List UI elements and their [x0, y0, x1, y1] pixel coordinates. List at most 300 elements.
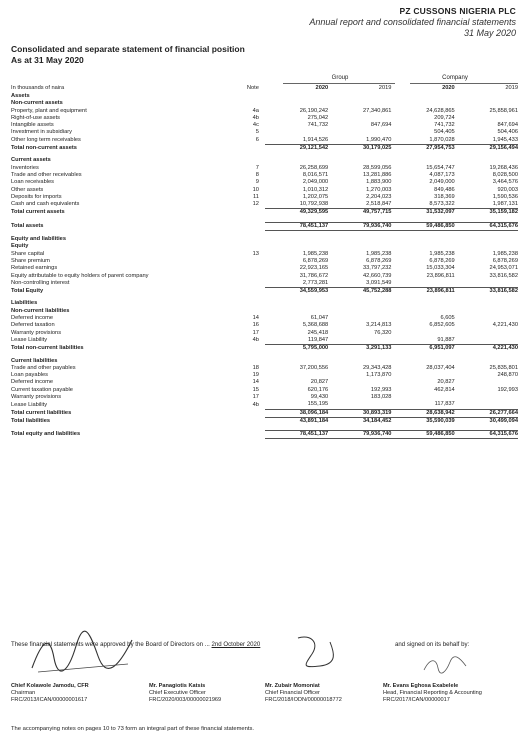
approval-statement: These financial statements were approved by the Board of Directors on ... 2nd October 2020 and signed on its behalf by: [11, 641, 470, 648]
amount-cell: 28,638,942 [391, 409, 454, 417]
statement-row [11, 409, 518, 417]
line-item-label: Investment in subsidiary [11, 129, 73, 136]
line-item-label: Intangible assets [11, 122, 54, 129]
line-item-label: Non-current liabilities [11, 307, 70, 314]
amount-cell [328, 300, 391, 307]
note-ref [218, 222, 265, 230]
chairman-signature-image [28, 628, 138, 678]
note-ref: 16 [252, 322, 259, 329]
amount-cell: 6,878,269 [302, 257, 329, 264]
signer-cfo [265, 683, 342, 704]
amount-cell: 15,033,304 [426, 265, 455, 272]
amount-cell [265, 243, 328, 250]
line-item-label: Non-current assets [11, 100, 63, 107]
amount-cell: 2,049,000 [302, 179, 329, 186]
statement-row [11, 100, 518, 107]
amount-cell [328, 236, 391, 243]
signer-title: Head, Financial Reporting & Accounting [383, 690, 482, 696]
amount-cell: 29,121,542 [265, 145, 328, 153]
amount-cell [455, 358, 518, 365]
amount-cell: 19,268,436 [489, 164, 518, 171]
amount-cell: 45,752,288 [328, 288, 391, 296]
amount-cell: 248,870 [497, 372, 518, 379]
amount-cell: 1,987,131 [492, 201, 518, 208]
approval-date: 2nd October 2020 [211, 641, 261, 648]
note-ref [218, 243, 265, 250]
report-title: Annual report and consolidated financial statements [309, 17, 516, 27]
signer-name: Chief Kolawole Jamodu, CFR [11, 683, 89, 689]
amount-cell: 1,985,238 [429, 250, 455, 257]
amount-cell: 5,795,000 [265, 345, 328, 353]
statement-row [11, 172, 518, 179]
statement-row [11, 431, 518, 439]
group-column-label: Group [331, 75, 349, 81]
amount-cell: 27,340,861 [362, 107, 392, 114]
statement-row [11, 129, 518, 136]
amount-cell: 29,343,428 [362, 364, 392, 371]
amount-cell: 741,732 [307, 122, 329, 129]
signer-frc: FRC/2013/ICAN/00000001617 [11, 697, 88, 703]
amount-cell: 3,464,576 [492, 179, 518, 186]
line-item-label: Loan payables [11, 372, 48, 379]
note-ref: 4c [252, 122, 259, 129]
note-ref [218, 273, 265, 280]
statement-row [11, 243, 518, 250]
signer-title: Chief Executive Officer [149, 690, 206, 696]
note-ref: 14 [252, 315, 259, 322]
note-ref: 4b [252, 114, 259, 121]
line-item-label: Deferred taxation [11, 322, 55, 329]
amount-cell [455, 100, 518, 107]
amount-cell: 22,923,165 [299, 265, 329, 272]
amount-cell: 155,195 [307, 401, 329, 408]
amount-cell [265, 300, 328, 307]
amount-cell: 42,660,739 [362, 272, 392, 279]
amount-cell: 1,202,075 [302, 193, 329, 200]
amount-cell [455, 300, 518, 307]
note-ref [218, 157, 265, 164]
statement-row [11, 345, 518, 353]
amount-cell: 6,878,269 [366, 257, 392, 264]
note-ref: 11 [253, 193, 259, 200]
line-item-label: Inventories [11, 164, 39, 171]
note-ref: 7 [255, 164, 259, 171]
statement-row [11, 401, 518, 409]
amount-cell: 1,945,433 [492, 136, 518, 143]
statement-row [11, 322, 518, 329]
note-ref [218, 265, 265, 272]
line-item-label: Warranty provisions [11, 329, 62, 336]
note-ref: 4a [252, 107, 259, 114]
amount-cell [265, 372, 328, 379]
note-header: Note [246, 84, 259, 91]
amount-cell: 28,599,056 [362, 164, 392, 171]
amount-cell [455, 115, 518, 122]
amount-cell [455, 280, 518, 288]
note-ref [218, 431, 265, 439]
footer-note: The accompanying notes on pages 10 to 73 form an integral part of these financial statements. [11, 726, 254, 732]
statement-row [11, 365, 518, 372]
amount-cell: 64,315,676 [455, 222, 518, 230]
amount-cell: 183,028 [370, 393, 392, 400]
amount-cell [328, 379, 391, 386]
amount-cell [391, 236, 454, 243]
amount-cell: 29,156,494 [455, 145, 518, 153]
line-item-label: Trade and other receivables [11, 171, 82, 178]
line-item-label: Current liabilities [11, 357, 58, 364]
statement-row [11, 187, 518, 194]
amount-cell: 31,786,672 [299, 272, 329, 279]
signer-name: Mr. Evans Eghosa Exabelele [383, 683, 459, 689]
financial-position-table [11, 84, 518, 439]
statement-row [11, 300, 518, 307]
amount-cell: 13,281,886 [362, 171, 392, 178]
amount-cell: 4,087,173 [429, 171, 455, 178]
amount-cell: 10,792,938 [299, 201, 329, 208]
amount-cell: 59,486,850 [391, 222, 454, 230]
statement-row [11, 157, 518, 164]
statement-row [11, 122, 518, 129]
line-item-label: Deferred income [11, 315, 54, 322]
report-header [309, 6, 516, 39]
amount-cell: 1,914,526 [302, 136, 329, 143]
line-item-label: Equity [11, 243, 29, 250]
amount-cell: 33,816,582 [455, 288, 518, 296]
amount-cell: 6,951,097 [391, 345, 454, 353]
amount-cell: 741,732 [434, 122, 455, 129]
amount-cell: 49,757,715 [328, 209, 391, 217]
amount-cell: 24,628,865 [426, 107, 455, 114]
amount-cell: 920,003 [497, 186, 518, 193]
report-date: 31 May 2020 [463, 28, 516, 38]
column-header-row [11, 84, 518, 93]
amount-cell [455, 93, 518, 100]
amount-cell: 23,896,811 [426, 272, 455, 279]
note-ref: 13 [252, 250, 259, 257]
amount-cell [391, 243, 454, 250]
note-ref [218, 358, 265, 365]
amount-cell: 31,532,097 [391, 209, 454, 217]
amount-cell [391, 157, 454, 164]
company-name: PZ CUSSONS NIGERIA PLC [399, 6, 516, 16]
amount-cell: 620,176 [307, 386, 329, 393]
amount-cell: 64,315,676 [455, 431, 518, 439]
amount-cell [391, 300, 454, 307]
amount-cell [455, 394, 518, 401]
amount-cell: 20,827 [437, 379, 455, 386]
amount-cell: 34,559,953 [265, 288, 328, 296]
amount-cell: 1,010,312 [302, 186, 329, 193]
amount-cell [455, 401, 518, 409]
note-ref: 5 [255, 129, 259, 136]
amount-cell [328, 337, 391, 345]
amount-cell: 61,047 [310, 315, 329, 322]
statement-row [11, 280, 518, 288]
signer-chairman [11, 683, 89, 704]
amount-cell [328, 157, 391, 164]
amount-cell: 8,016,571 [302, 171, 329, 178]
amount-cell: 5,368,688 [302, 322, 329, 329]
amount-cell: 209,724 [434, 114, 455, 121]
amount-cell: 3,214,813 [366, 322, 392, 329]
line-item-label: Total non-current assets [11, 144, 77, 151]
amount-cell [391, 330, 454, 337]
amount-cell [328, 129, 391, 136]
amount-cell [391, 93, 454, 100]
statement-row [11, 115, 518, 122]
amount-cell: 79,936,740 [328, 431, 391, 439]
amount-cell: 1,990,470 [366, 136, 392, 143]
amount-cell: 318,369 [434, 193, 455, 200]
amount-cell: 91,887 [437, 336, 455, 343]
amount-cell [455, 330, 518, 337]
statement-row [11, 137, 518, 145]
note-ref: 14 [252, 379, 259, 386]
statement-row [11, 165, 518, 172]
amount-cell [455, 379, 518, 386]
note-ref [218, 209, 265, 217]
note-ref: 4b [252, 401, 259, 408]
amount-cell: 1,590,536 [492, 193, 518, 200]
statement-row [11, 251, 518, 258]
amount-cell: 6,605 [440, 315, 455, 322]
statement-title: Consolidated and separate statement of financial position [11, 44, 245, 54]
note-ref: 19 [252, 372, 259, 379]
amount-cell [391, 372, 454, 379]
statement-row [11, 108, 518, 115]
note-ref [218, 258, 265, 265]
statement-row [11, 358, 518, 365]
units-label: In thousands of naira [11, 84, 65, 91]
statement-row [11, 379, 518, 386]
amount-cell: 78,451,137 [265, 431, 328, 439]
amount-cell: 1,883,900 [366, 179, 392, 186]
amount-cell: 1,985,238 [366, 250, 392, 257]
amount-cell: 1,985,238 [492, 250, 518, 257]
statement-row [11, 288, 518, 296]
approval-text: These financial statements were approved by the Board of Directors on [11, 641, 204, 648]
statement-row [11, 273, 518, 280]
note-ref: 9 [255, 179, 259, 186]
amount-cell: 3,291,133 [328, 345, 391, 353]
amount-cell: 117,837 [434, 401, 455, 408]
amount-cell [265, 236, 328, 243]
line-item-label: Warranty provisions [11, 393, 62, 400]
amount-cell [265, 100, 328, 107]
note-ref: 18 [252, 364, 259, 371]
line-item-label: Liabilities [11, 300, 38, 307]
amount-cell: 38,096,184 [265, 409, 328, 417]
amount-cell: 1,985,238 [302, 250, 329, 257]
note-ref: 8 [255, 171, 259, 178]
amount-cell [328, 315, 391, 322]
amount-cell: 20,827 [310, 379, 329, 386]
amount-cell: 119,847 [308, 336, 329, 343]
amount-cell [455, 337, 518, 345]
amount-cell: 6,852,605 [429, 322, 455, 329]
statement-row [11, 330, 518, 337]
signer-name: Mr. Panagiotis Katsis [149, 683, 206, 689]
amount-cell [328, 308, 391, 315]
line-item-label: Assets [11, 93, 30, 99]
amount-cell: 2,773,281 [302, 279, 329, 286]
signer-frc: FRC/2017/ICAN/00000017 [383, 697, 450, 703]
line-item-label: Trade and other payables [11, 364, 76, 371]
statement-row [11, 93, 518, 100]
amount-cell [265, 358, 328, 365]
note-ref [218, 345, 265, 353]
line-item-label: Total liabilities [11, 417, 51, 424]
amount-cell: 2,204,023 [366, 193, 392, 200]
amount-cell [328, 93, 391, 100]
amount-cell: 4,221,430 [455, 345, 518, 353]
line-item-label: Equity attributable to equity holders of parent company [11, 272, 149, 279]
amount-cell [391, 394, 454, 401]
signer-ceo [149, 683, 221, 704]
amount-cell: 30,179,025 [328, 145, 391, 153]
amount-cell: 99,430 [310, 393, 329, 400]
amount-cell [391, 358, 454, 365]
statement-row [11, 315, 518, 322]
amount-cell: 79,936,740 [328, 222, 391, 230]
amount-cell: 49,329,595 [265, 209, 328, 217]
statement-row [11, 308, 518, 315]
amount-cell: 27,954,753 [391, 145, 454, 153]
amount-cell: 504,406 [497, 129, 518, 136]
amount-cell [265, 308, 328, 315]
statement-row [11, 417, 518, 425]
note-ref [218, 100, 265, 107]
amount-cell: 37,200,556 [299, 364, 329, 371]
statement-row [11, 236, 518, 243]
amount-cell [391, 280, 454, 288]
statement-row [11, 201, 518, 209]
amount-cell: 6,878,269 [492, 257, 518, 264]
amount-cell: 1,173,870 [366, 372, 392, 379]
note-ref: 6 [255, 137, 259, 144]
statement-row [11, 194, 518, 201]
note-ref: 17 [252, 393, 259, 400]
amount-cell: 245,418 [307, 329, 329, 336]
statement-row [11, 209, 518, 217]
amount-cell: 847,694 [370, 122, 392, 129]
line-item-label: Equity and liabilities [11, 236, 66, 243]
statement-row [11, 372, 518, 379]
note-ref [218, 280, 265, 288]
line-item-label: Current assets [11, 157, 51, 164]
amount-cell: 26,190,242 [299, 107, 329, 114]
line-item-label: Loan receivables [11, 179, 55, 186]
amount-cell: 28,037,404 [426, 364, 455, 371]
statement-row [11, 337, 518, 345]
amount-cell: 275,042 [307, 114, 329, 121]
line-item-label: Right-of-use assets [11, 114, 60, 121]
amount-cell [328, 401, 391, 409]
note-ref [218, 145, 265, 153]
note-ref: 10 [252, 186, 259, 193]
amount-cell: 8,028,500 [492, 171, 518, 178]
head-reporting-signature-image [420, 652, 470, 678]
amount-cell: 33,816,582 [489, 272, 518, 279]
amount-cell: 24,953,071 [489, 265, 518, 272]
note-ref [218, 300, 265, 307]
amount-cell [391, 308, 454, 315]
line-item-label: Deferred income [11, 379, 54, 386]
amount-cell [455, 236, 518, 243]
statement-row [11, 258, 518, 265]
amount-cell: 30,893,319 [328, 409, 391, 417]
amount-cell: 59,486,850 [391, 431, 454, 439]
note-ref: 4b [252, 337, 259, 344]
line-item-label: Total non-current liabilities [11, 344, 84, 351]
amount-cell: 78,451,137 [265, 222, 328, 230]
note-ref [218, 236, 265, 243]
line-item-label: Total current assets [11, 209, 65, 216]
amount-cell [391, 100, 454, 107]
year-header: 2019 [378, 84, 392, 91]
statement-subtitle: As at 31 May 2020 [11, 55, 84, 65]
line-item-label: Share premium [11, 257, 50, 264]
amount-cell: 43,891,184 [265, 417, 328, 425]
line-item-label: Cash and cash equivalents [11, 201, 80, 208]
amount-cell: 23,896,811 [391, 288, 454, 296]
amount-cell [265, 157, 328, 164]
amount-cell: 35,590,039 [391, 417, 454, 425]
amount-cell: 25,858,961 [489, 107, 518, 114]
line-item-label: Total assets [11, 222, 44, 229]
note-ref [218, 93, 265, 100]
amount-cell [455, 157, 518, 164]
amount-cell: 6,878,269 [429, 257, 455, 264]
line-item-label: Deposits for imports [11, 193, 62, 200]
amount-cell: 2,049,000 [429, 179, 455, 186]
signer-frc: FRC/2018/IODN/00000018772 [265, 697, 342, 703]
amount-cell: 462,814 [434, 386, 455, 393]
line-item-label: Other long term receivables [11, 137, 81, 144]
amount-cell: 4,221,430 [492, 322, 518, 329]
note-ref [218, 417, 265, 425]
line-item-label: Total current liabilities [11, 409, 72, 416]
statement-title-block [11, 44, 245, 66]
amount-cell [455, 243, 518, 250]
amount-cell: 2,518,847 [366, 201, 392, 208]
note-ref [218, 409, 265, 417]
note-ref: 12 [252, 201, 259, 208]
line-item-label: Share capital [11, 250, 45, 257]
amount-cell: 1,870,028 [429, 136, 455, 143]
line-item-label: Total Equity [11, 287, 44, 294]
statement-row [11, 387, 518, 394]
amount-cell: 192,993 [497, 386, 518, 393]
line-item-label: Non-controlling interest [11, 280, 70, 287]
line-item-label: Other assets [11, 186, 44, 193]
amount-cell: 33,797,232 [362, 265, 392, 272]
signer-frc: FRC/2020/003/00000021969 [149, 697, 222, 703]
amount-cell: 34,184,452 [328, 417, 391, 425]
amount-cell: 26,258,699 [299, 164, 329, 171]
year-header: 2019 [505, 84, 518, 91]
note-ref: 17 [252, 329, 259, 336]
line-item-label: Retained earnings [11, 265, 58, 272]
statement-row [11, 222, 518, 230]
amount-cell: 504,405 [434, 129, 455, 136]
amount-cell: 3,091,549 [366, 279, 392, 286]
amount-cell [328, 243, 391, 250]
line-item-label: Lease Liability [11, 401, 48, 408]
amount-cell [265, 129, 328, 136]
amount-cell [328, 100, 391, 107]
signed-on-behalf-text: and signed on its behalf by: [395, 641, 470, 648]
